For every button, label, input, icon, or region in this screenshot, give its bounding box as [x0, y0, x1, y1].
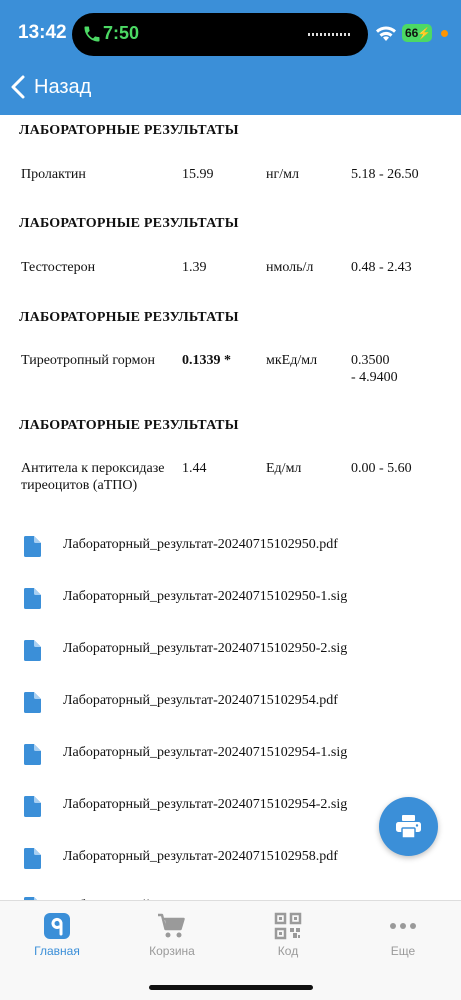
test-value-flagged: 0.1339 * — [182, 353, 231, 368]
section-title: ЛАБОРАТОРНЫЕ РЕЗУЛЬТАТЫ — [19, 310, 239, 325]
charging-bolt-icon: ⚡ — [417, 28, 431, 40]
test-unit: нг/мл — [266, 167, 299, 182]
home-indicator[interactable] — [149, 985, 313, 990]
test-unit: Ед/мл — [266, 461, 302, 476]
tab-label: Код — [277, 944, 299, 958]
tab-code[interactable] — [248, 911, 328, 966]
qr-code-icon — [273, 911, 303, 941]
document-icon — [24, 796, 41, 817]
reference-range-line2: - 4.9400 — [351, 370, 398, 385]
reference-range — [351, 352, 451, 386]
tab-home[interactable] — [17, 911, 97, 966]
test-name: Пролактин — [21, 167, 86, 182]
reference-range: 0.00 - 5.60 — [351, 461, 412, 476]
file-attachment-row[interactable] — [0, 533, 461, 573]
cart-icon — [157, 911, 187, 941]
tab-more[interactable] — [363, 911, 443, 966]
document-icon — [24, 640, 41, 661]
phone-icon — [82, 24, 102, 44]
tab-label: Главная — [34, 944, 80, 958]
printer-icon — [396, 815, 421, 838]
file-name: Лабораторный_результат-20240715102958.pdf — [63, 849, 338, 864]
chevron-left-icon — [8, 74, 28, 100]
section-title: ЛАБОРАТОРНЫЕ РЕЗУЛЬТАТЫ — [19, 216, 239, 231]
document-icon — [24, 588, 41, 609]
file-name: Лабораторный_результат-20240715102950-1.sig — [63, 589, 348, 604]
back-button[interactable] — [8, 74, 91, 100]
file-name: Лабораторный_результат-20240715102954-1.sig — [63, 745, 348, 760]
file-name: Лабораторный_результат-20240715102954-2.sig — [63, 797, 348, 812]
more-dots-icon — [388, 911, 418, 941]
tab-label: Еще — [390, 944, 416, 958]
document-icon — [24, 848, 41, 869]
file-attachment-row[interactable] — [0, 637, 461, 677]
file-name: Лабораторный_результат-20240715102950.pdf — [63, 537, 338, 552]
test-unit: нмоль/л — [266, 260, 314, 275]
document-icon — [24, 692, 41, 713]
test-unit: мкЕд/мл — [266, 353, 318, 368]
back-label: Назад — [34, 75, 92, 98]
battery-indicator — [402, 24, 432, 42]
lab-results-content[interactable] — [0, 115, 461, 900]
status-time: 13:42 — [18, 22, 67, 43]
call-duration: 7:50 — [103, 23, 140, 43]
dynamic-island[interactable] — [72, 13, 368, 56]
home-logo-icon — [42, 911, 72, 941]
test-value: 1.39 — [182, 260, 207, 275]
top-bar — [0, 0, 461, 115]
audio-level-icon — [308, 33, 352, 36]
reference-range: 5.18 - 26.50 — [351, 167, 419, 182]
test-value: 15.99 — [182, 167, 214, 182]
test-name-line1: Антитела к пероксидазе — [21, 461, 165, 476]
battery-level: 66 — [405, 26, 419, 40]
test-name — [21, 460, 173, 494]
test-name-line2: тиреоцитов (аТПО) — [21, 478, 138, 493]
file-attachment-row[interactable] — [0, 585, 461, 625]
document-icon — [24, 744, 41, 765]
file-attachment-row[interactable] — [0, 689, 461, 729]
document-icon — [24, 536, 41, 557]
section-title: ЛАБОРАТОРНЫЕ РЕЗУЛЬТАТЫ — [19, 418, 239, 433]
test-value: 1.44 — [182, 461, 207, 476]
privacy-indicator-dot — [441, 30, 448, 37]
test-name: Тиреотропный гормон — [21, 353, 155, 368]
section-title: ЛАБОРАТОРНЫЕ РЕЗУЛЬТАТЫ — [19, 123, 239, 138]
tab-label: Корзина — [149, 944, 195, 958]
test-name: Тестостерон — [21, 260, 96, 275]
reference-range-line1: 0.3500 — [351, 353, 390, 368]
file-name: Лабораторный_результат-20240715102950-2.sig — [63, 641, 348, 656]
tab-cart[interactable] — [132, 911, 212, 966]
print-button[interactable] — [379, 797, 438, 856]
file-name: Лабораторный_результат-20240715102954.pdf — [63, 693, 338, 708]
wifi-icon — [375, 24, 397, 42]
file-attachment-row[interactable] — [0, 741, 461, 781]
reference-range: 0.48 - 2.43 — [351, 260, 412, 275]
